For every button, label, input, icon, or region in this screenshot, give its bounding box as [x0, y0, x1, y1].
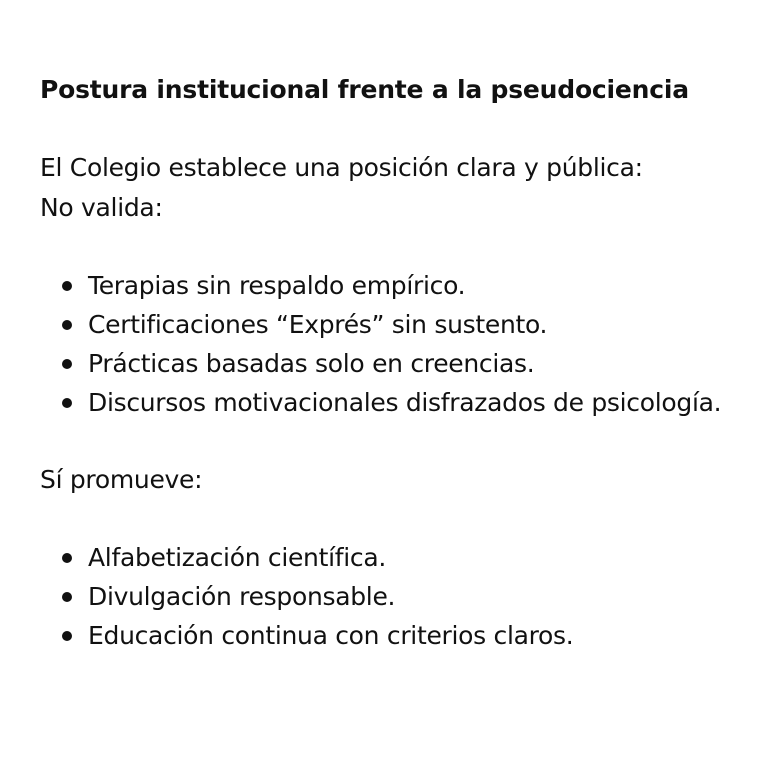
- spacer: [40, 500, 740, 538]
- list-item: [40, 577, 740, 616]
- bullet-icon: [62, 592, 72, 602]
- list-item: [40, 538, 740, 577]
- page-title: Postura institucional frente a la pseudociencia: [40, 75, 689, 104]
- list-item-text: Divulgación responsable.: [88, 582, 396, 611]
- list-item: [40, 383, 740, 422]
- bullet-icon: [62, 281, 72, 291]
- list-item-text: Discursos motivacionales disfrazados de psicología.: [88, 388, 722, 417]
- list-item: [40, 344, 740, 383]
- list-item-text: Educación continua con criterios claros.: [88, 621, 574, 650]
- list-item-text: Alfabetización científica.: [88, 543, 387, 572]
- promueve-list: [40, 538, 740, 655]
- no-valida-heading: No valida:: [40, 193, 163, 222]
- list-item-text: Prácticas basadas solo en creencias.: [88, 349, 535, 378]
- bullet-icon: [62, 631, 72, 641]
- bullet-icon: [62, 553, 72, 563]
- intro-statement: El Colegio establece una posición clara y pública:: [40, 153, 643, 182]
- list-item: [40, 616, 740, 655]
- spacer: [40, 228, 740, 266]
- spacer: [40, 422, 740, 460]
- list-item: [40, 305, 740, 344]
- document-body: [40, 70, 740, 655]
- bullet-icon: [62, 359, 72, 369]
- bullet-icon: [62, 320, 72, 330]
- spacer: [40, 110, 740, 148]
- no-valida-list: [40, 266, 740, 422]
- promueve-heading: Sí promueve:: [40, 465, 203, 494]
- list-item-text: Terapias sin respaldo empírico.: [88, 271, 466, 300]
- list-item-text: Certificaciones “Exprés” sin sustento.: [88, 310, 548, 339]
- bullet-icon: [62, 398, 72, 408]
- list-item: [40, 266, 740, 305]
